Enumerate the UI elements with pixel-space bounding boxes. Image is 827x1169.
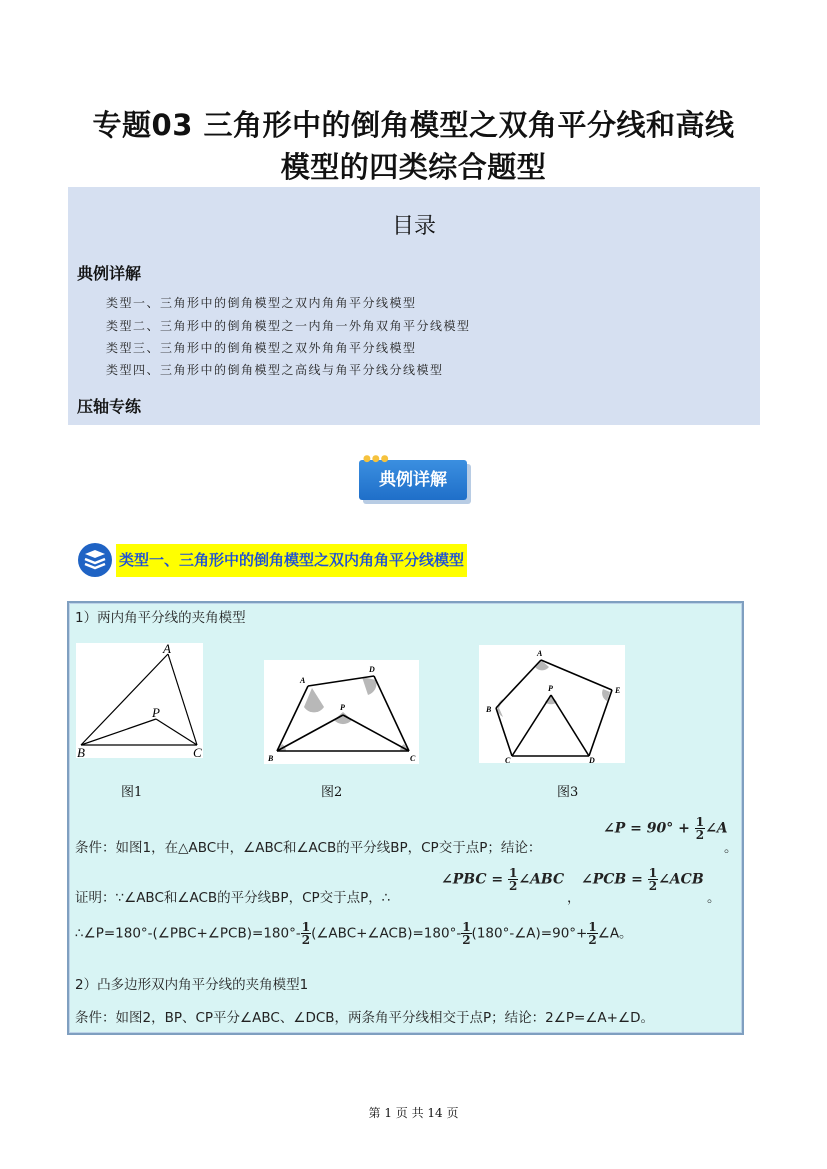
fig1-label-a: A — [163, 643, 171, 656]
page-footer: 第 1 页 共 14 页 — [368, 1106, 459, 1120]
proof-sep: ， — [567, 890, 581, 906]
model-heading-2: 2）凸多边形双内角平分线的夹角模型1 — [75, 977, 309, 993]
badge-dots-icon: ●●● — [363, 454, 390, 464]
toc-heading: 目录 — [391, 214, 436, 239]
figure-2-caption: 图2 — [321, 785, 343, 800]
fig2-label-d: D — [369, 665, 375, 674]
fig2-label-c: C — [410, 754, 416, 763]
fig3-label-c: C — [505, 756, 511, 763]
book-stack-icon — [77, 542, 113, 578]
toc-section-examples[interactable]: 典例详解 — [77, 264, 142, 283]
proof-prefix: 证明：∵∠ABC和∠ACB的平分线BP，CP交于点P，∴ — [75, 890, 391, 906]
table-of-contents — [68, 187, 760, 425]
fig3-label-a: A — [537, 649, 543, 658]
model-heading-1: 1）两内角平分线的夹角模型 — [75, 610, 246, 626]
section-badge: 典例详解 — [359, 460, 467, 500]
proof-eq-2: ∠PCB = $\frac{1}{2}$ ∠ACB — [581, 866, 704, 893]
page-title-line2: 模型的四类综合题型 — [280, 150, 547, 184]
fig1-label-c: C — [193, 745, 202, 758]
toc-item-type1[interactable]: 类型一、三角形中的倒角模型之双内角角平分线模型 — [106, 296, 417, 310]
figure-1-caption: 图1 — [121, 785, 143, 800]
toc-section-practice[interactable]: 压轴专练 — [77, 397, 142, 416]
fig3-label-e: E — [615, 686, 621, 695]
proof-line-2: ∴∠P=180°-(∠PBC+∠PCB)=180°- $\frac{1}{2}$ (∠ABC+∠ACB)=180°- $\frac{1}{2}$ (180°-∠A)=90°+ $\frac{1}{2}$ ∠A。 — [75, 920, 633, 947]
conclusion-1-formula: ∠P = 90° + $\frac{1}{2}$ ∠A — [603, 815, 728, 842]
figure-2 — [264, 660, 419, 764]
fig2-label-a: A — [300, 676, 306, 685]
figure-3 — [479, 645, 625, 763]
fig1-label-b: B — [77, 745, 85, 758]
figure-3-caption: 图3 — [557, 785, 579, 800]
condition-2-text: 条件：如图2，BP、CP平分∠ABC、∠DCB，两条角平分线相交于点P；结论：2∠P=∠A+∠D。 — [75, 1010, 654, 1026]
toc-item-type4[interactable]: 类型四、三角形中的倒角模型之高线与角平分线分线模型 — [106, 363, 444, 377]
model-content-box — [67, 601, 744, 1035]
proof-eq-1: ∠PBC = $\frac{1}{2}$ ∠ABC — [441, 866, 565, 893]
fig3-label-p: P — [548, 684, 553, 693]
fig1-label-p: P — [152, 705, 160, 720]
fig3-label-d: D — [589, 756, 595, 763]
fig2-label-p: P — [340, 703, 345, 712]
condition-1-text: 条件：如图1，在△ABC中，∠ABC和∠ACB的平分线BP，CP交于点P；结论： — [75, 840, 542, 856]
fig3-label-b: B — [486, 705, 492, 714]
conclusion-1-end: 。 — [724, 840, 738, 856]
toc-item-type3[interactable]: 类型三、三角形中的倒角模型之双外角角平分线模型 — [106, 341, 417, 355]
proof-end: 。 — [707, 890, 721, 906]
type-one-heading: 类型一、三角形中的倒角模型之双内角角平分线模型 — [116, 544, 467, 577]
figure-1 — [76, 643, 203, 758]
toc-item-type2[interactable]: 类型二、三角形中的倒角模型之一内角一外角双角平分线模型 — [106, 319, 471, 333]
page-title-line1: 专题03 三角形中的倒角模型之双角平分线和高线 — [92, 108, 735, 142]
fig2-label-b: B — [268, 754, 274, 763]
